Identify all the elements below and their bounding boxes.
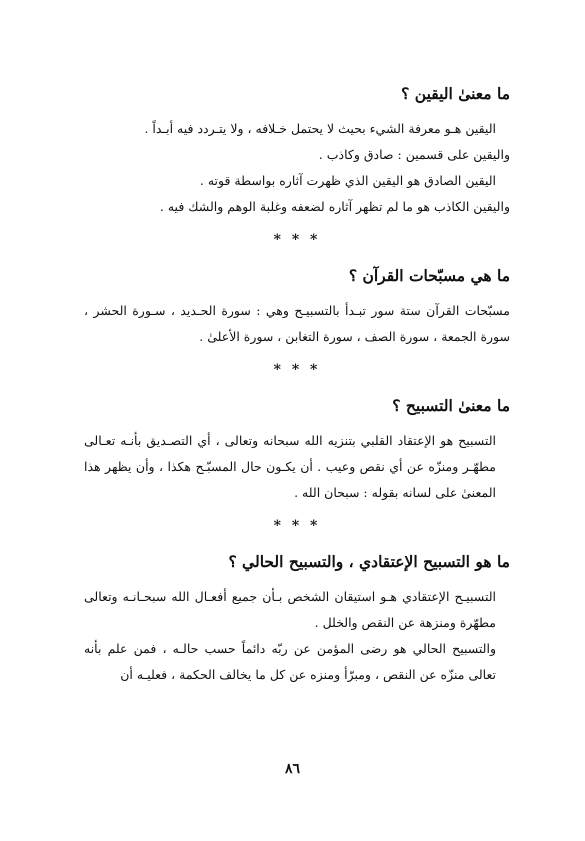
paragraph: مسبّحات القرآن ستة سور تبـدأ بالتسبيـح وهي : سورة الحـديد ، سـورة الحشر ، سورة الجمعة ، سورة الصف ، سورة التغابن ، سورة الأعلىٰ . (84, 303, 510, 344)
section-tasbih (84, 394, 510, 506)
paragraph: واليقين الكاذب هو ما لم تظهر آثاره لضعفه وغلبة الوهم والشك فيه . (159, 199, 510, 214)
paragraph: اليقين هـو معرفة الشيء بحيث لا يحتمل خـلافه ، ولا يتـردد فيه أبـداً . (144, 121, 496, 136)
question-heading: ما هو التسبيح الإعتقادي ، والتسبيح الحالي ؟ (228, 552, 510, 571)
page-content (84, 82, 510, 688)
section-tasbih-types (84, 550, 510, 688)
paragraph: التسبيـح الإعتقادي هـو استيقان الشخص بـأن جميع أفعـال الله سبحـانـه وتعالى مطهّرة ومنزهة عن النقص والخلل . (84, 589, 496, 630)
paragraph: والتسبيح الحالي هو رضى المؤمن عن ربّه دائماً حسب حالـه ، فمن علم بأنه تعالى منزّه عن النقص ، ومبرّأ ومنزه عن كل ما يخالف الحكمة ، فعليـه أن (84, 641, 496, 682)
question-heading: ما معنىٰ التسبيح ؟ (392, 396, 510, 415)
section-separator: * * * (273, 362, 321, 378)
question-heading: ما هي مسبّحات القرآن ؟ (348, 266, 510, 285)
paragraph: واليقين على قسمين : صادق وكاذب . (318, 147, 510, 162)
section-musabbihat (84, 264, 510, 350)
section-separator: * * * (273, 518, 321, 534)
paragraph: اليقين الصادق هو اليقين الذي ظهرت آثاره بواسطة قوته . (199, 173, 496, 188)
section-separator: * * * (273, 232, 321, 248)
paragraph: التسبيح هو الإعتقاد القلبي بتنزيه الله سبحانه وتعالى ، أي التصـديق بأنـه تعـالى مطهّـر ومنزّه عن أي نقص وعيب . أن يكـون حال المسبّـح هكذا ، وأن يظهر هذا المعنىٰ على لسانه بقوله : سبحان الله . (84, 433, 496, 500)
section-certainty (84, 82, 510, 220)
page-number: ٨٦ (284, 761, 301, 777)
question-heading: ما معنىٰ اليقين ؟ (401, 84, 510, 103)
